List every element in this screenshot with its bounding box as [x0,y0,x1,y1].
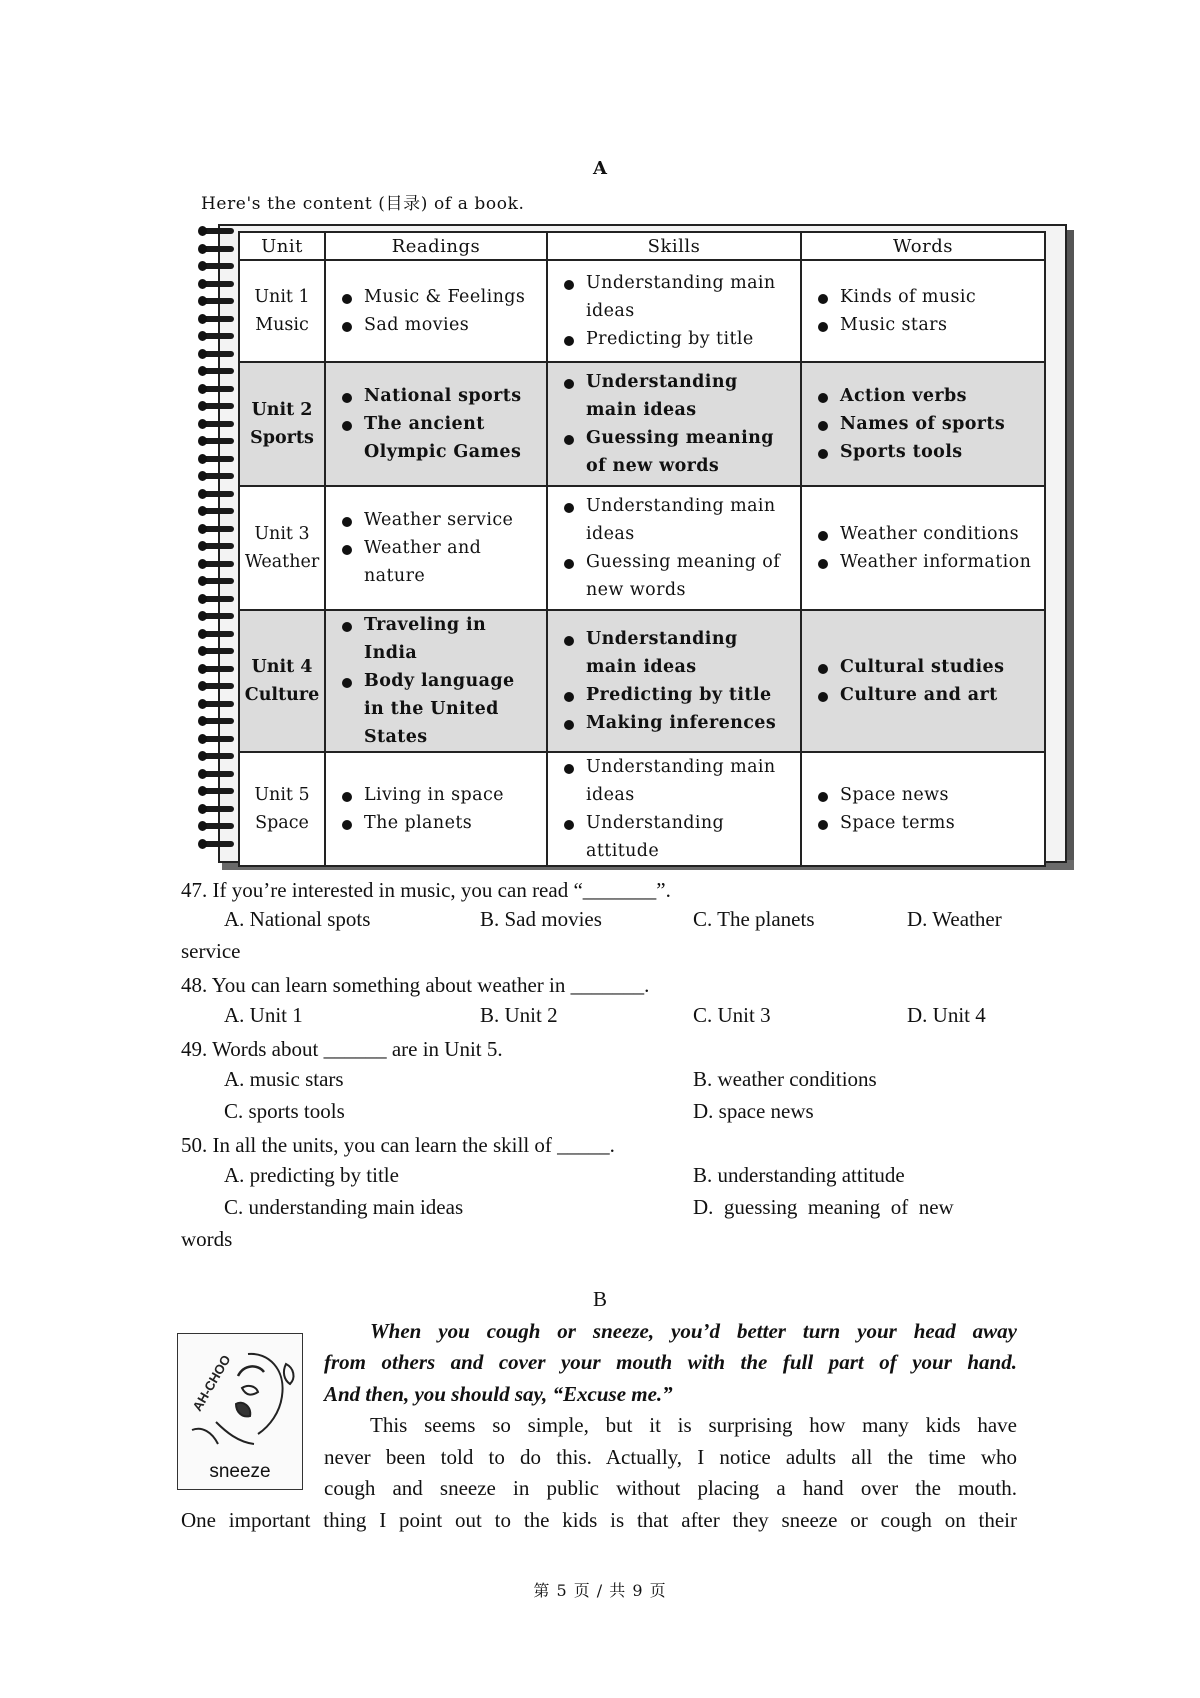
spiral-ring [200,648,234,654]
list-item: Traveling in India [340,611,540,667]
unit-topic: Sports [250,428,314,448]
spiral-ring [200,683,234,689]
header-words: Words [801,232,1045,260]
list-item: Kinds of music [816,283,1038,311]
table-row [239,260,1045,362]
page-footer: 第 5 页 / 共 9 页 [533,1581,667,1600]
spiral-ring [200,788,234,794]
list-item: The planets [340,809,540,837]
intro-text: Here's the content (目录) of a book. [201,194,525,214]
spiral-ring [200,561,234,567]
option-47-c: C. The planets [693,907,815,931]
list-item: Weather service [340,506,540,534]
spiral-ring [200,333,234,339]
spiral-ring [200,508,234,514]
header-skills: Skills [547,232,801,260]
option-47-wrap: service [181,939,241,963]
list-item: Living in space [340,781,540,809]
skills-cell [547,610,801,752]
body-line-3: cough and sneeze in public without placing a hand over the mouth. [324,1476,1017,1500]
spiral-ring [200,823,234,829]
list-item: Guessing meaning of new words [562,424,794,480]
readings-cell [325,752,547,866]
spiral-ring [200,473,234,479]
list-item: Predicting by title [562,325,794,353]
spiral-ring [200,316,234,322]
body-line-4: One important thing I point out to the kids is that after they sneeze or cough on their [181,1508,1017,1532]
spiral-ring [200,246,234,252]
unit-topic: Space [255,813,309,833]
option-48-d: D. Unit 4 [907,1003,986,1027]
list-item: Sports tools [816,438,1038,466]
skills-cell [547,260,801,362]
spiral-ring [200,613,234,619]
list-item: Cultural studies [816,653,1038,681]
readings-cell [325,486,547,610]
unit-number: Unit 3 [254,524,310,544]
unit-number: Unit 5 [254,785,310,805]
sneeze-face-drawing [178,1334,302,1459]
option-47-a: A. National spots [224,907,371,931]
list-item: Weather information [816,548,1038,576]
list-item: Space news [816,781,1038,809]
body-line-1: This seems so simple, but it is surprising how many kids have [370,1413,1017,1437]
spiral-ring [200,386,234,392]
unit-cell [239,362,325,486]
option-48-a: A. Unit 1 [224,1003,303,1027]
unit-cell [239,752,325,866]
body-line-2: never been told to do this. Actually, I notice adults all the time who [324,1445,1017,1469]
words-cell [801,362,1045,486]
bold-line-1: When you cough or sneeze, you’d better turn your head away [370,1319,1017,1343]
content-table [238,231,1046,867]
option-47-b: B. Sad movies [480,907,602,931]
skills-cell [547,752,801,866]
words-cell [801,260,1045,362]
list-item: Predicting by title [562,681,794,709]
spiral-ring [200,631,234,637]
spiral-ring [200,578,234,584]
list-item: Guessing meaning of new words [562,548,794,604]
question-48: 48. You can learn something about weather in _______. [181,973,650,997]
list-item: Music stars [816,311,1038,339]
header-readings: Readings [325,232,547,260]
words-cell [801,752,1045,866]
spiral-binding [200,228,236,858]
unit-cell [239,486,325,610]
option-50-b: B. understanding attitude [693,1163,905,1187]
spiral-ring [200,718,234,724]
list-item: Sad movies [340,311,540,339]
section-a-heading: A [593,158,607,179]
table-row [239,610,1045,752]
table-row [239,752,1045,866]
spiral-ring [200,753,234,759]
option-49-c: C. sports tools [224,1099,345,1123]
unit-number: Unit 4 [251,657,313,677]
spiral-ring [200,526,234,532]
option-50-a: A. predicting by title [224,1163,399,1187]
option-50-wrap: words [181,1227,233,1251]
spiral-ring [200,351,234,357]
list-item: The ancient Olympic Games [340,410,540,466]
list-item: Understanding main ideas [562,269,794,325]
sneeze-label: sneeze [209,1461,271,1482]
question-49: 49. Words about ______ are in Unit 5. [181,1037,503,1061]
spiral-ring [200,281,234,287]
spiral-ring [200,403,234,409]
option-49-b: B. weather conditions [693,1067,877,1091]
skills-cell [547,486,801,610]
spiral-ring [200,263,234,269]
unit-cell [239,610,325,752]
header-unit: Unit [239,232,325,260]
list-item: Music & Feelings [340,283,540,311]
list-item: Body language in the United States [340,667,540,751]
list-item: Understanding main ideas [562,492,794,548]
question-50: 50. In all the units, you can learn the skill of _____. [181,1133,615,1157]
spiral-ring [200,228,234,234]
spiral-ring [200,666,234,672]
unit-topic: Music [255,315,309,335]
section-b-heading: B [592,1287,607,1311]
spiral-ring [200,841,234,847]
question-47: 47. If you’re interested in music, you can read “_______”. [181,878,671,902]
spiral-ring [200,736,234,742]
bold-line-2: from others and cover your mouth with the full part of your hand. [324,1350,1017,1374]
sneeze-illustration [177,1333,303,1490]
list-item: Understanding main ideas [562,368,794,424]
notebook-image [200,220,1075,872]
spiral-ring [200,701,234,707]
unit-topic: Weather [244,552,320,572]
list-item: Understanding attitude [562,809,794,865]
sneeze-sound-text: AH-CHOO [189,1352,234,1414]
option-48-c: C. Unit 3 [693,1003,771,1027]
list-item: Space terms [816,809,1038,837]
spiral-ring [200,543,234,549]
words-cell [801,610,1045,752]
unit-number: Unit 1 [254,287,310,307]
readings-cell [325,260,547,362]
table-row [239,486,1045,610]
table-row [239,362,1045,486]
bold-line-3: And then, you should say, “Excuse me.” [324,1382,673,1406]
list-item: Weather and nature [340,534,540,590]
list-item: Names of sports [816,410,1038,438]
option-49-d: D. space news [693,1099,814,1123]
option-47-d: D. Weather [907,907,1002,931]
spiral-ring [200,298,234,304]
option-49-a: A. music stars [224,1067,344,1091]
words-cell [801,486,1045,610]
option-48-b: B. Unit 2 [480,1003,558,1027]
spiral-ring [200,806,234,812]
spiral-ring [200,421,234,427]
unit-topic: Culture [244,685,320,705]
unit-number: Unit 2 [251,400,313,420]
list-item: National sports [340,382,540,410]
spiral-ring [200,491,234,497]
option-50-c: C. understanding main ideas [224,1195,464,1219]
spiral-ring [200,368,234,374]
spiral-ring [200,456,234,462]
unit-cell [239,260,325,362]
list-item: Action verbs [816,382,1038,410]
readings-cell [325,610,547,752]
table-header-row [239,232,1045,260]
spiral-ring [200,596,234,602]
list-item: Understanding main ideas [562,753,794,809]
list-item: Understanding main ideas [562,625,794,681]
spiral-ring [200,771,234,777]
option-50-d: D. guessing meaning of new [693,1195,954,1219]
readings-cell [325,362,547,486]
list-item: Weather conditions [816,520,1038,548]
list-item: Making inferences [562,709,794,737]
list-item: Culture and art [816,681,1038,709]
spiral-ring [200,438,234,444]
skills-cell [547,362,801,486]
